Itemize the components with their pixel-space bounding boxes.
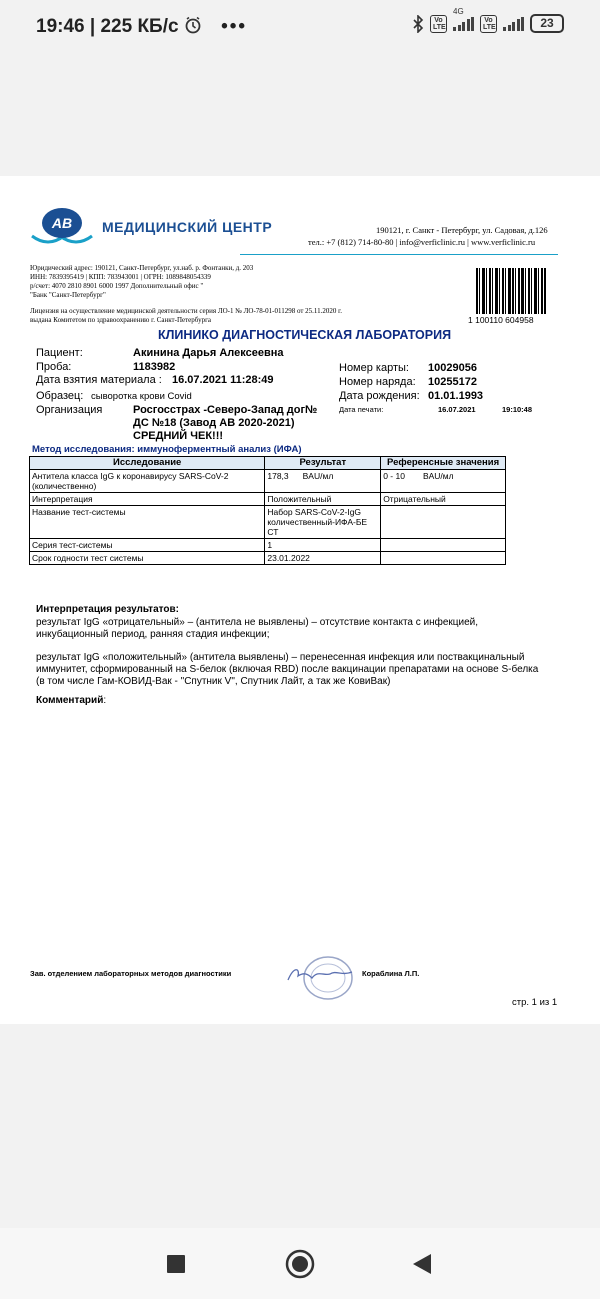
reference-cell: 0 - 10 BAU/мл — [381, 470, 506, 493]
organization-line: СРЕДНИЙ ЧЕК!!! — [133, 430, 224, 442]
head-of-department-title: Зав. отделением лабораторных методов диагностики — [30, 969, 232, 978]
volte-badge: Vo LTE — [430, 15, 447, 33]
reference-cell: Отрицательный — [381, 493, 506, 506]
print-date-label: Дата печати: — [339, 405, 384, 414]
recent-apps-icon[interactable] — [166, 1254, 186, 1274]
header-divider — [240, 254, 558, 255]
interpretation-line: инкубационный период, ранняя стадия инфекции; — [36, 629, 270, 640]
lab-title: КЛИНИКО ДИАГНОСТИЧЕСКАЯ ЛАБОРАТОРИЯ — [158, 328, 452, 342]
status-time-speed: 19:46 | 225 КБ/с ••• — [36, 16, 248, 37]
table-row — [30, 552, 506, 565]
interpretation-line: (в том числе Гам-КОВИД-Вак - "Спутник V", Спутник Лайт, а так же КовиВак) — [36, 676, 391, 687]
reference-cell — [381, 506, 506, 539]
test-name-cell: Срок годности тест системы — [30, 552, 265, 565]
interpretation-line: иммунитет, сформированный на S-белок (включая RBD) после вакцинации препаратами на основе S-белка — [36, 664, 539, 675]
legal-line: "Банк "Санкт-Петербург" — [30, 291, 106, 299]
method-title: Метод исследования: иммуноферментный анализ (ИФА) — [32, 444, 302, 455]
barcode-number: 1 100110 604958 — [468, 315, 534, 325]
test-name-cell: Антитела класса IgG к коронавирусу SARS-CoV-2 (количественно) — [30, 470, 265, 493]
print-time-value: 19:10:48 — [502, 405, 533, 414]
specimen-value: сыворотка крови Covid — [91, 391, 192, 402]
column-header: Исследование — [30, 457, 265, 470]
sample-label: Проба: — [36, 361, 72, 373]
patient-label: Пациент: — [36, 347, 83, 359]
result-cell: 23.01.2022 — [265, 552, 381, 565]
test-name-cell: Название тест-системы — [30, 506, 265, 539]
collection-date-value: 16.07.2021 11:28:49 — [172, 374, 274, 386]
table-header-row — [30, 457, 506, 470]
navigation-bar — [0, 1228, 600, 1299]
interpretation-line: результат IgG «отрицательный» – (антитела не выявлены) – отсутствие контакта с инфекцией, — [36, 617, 479, 628]
column-header: Референсные значения — [381, 457, 506, 470]
signal-icon-2 — [503, 17, 524, 31]
clinic-name: МЕДИЦИНСКИЙ ЦЕНТР — [102, 219, 273, 235]
signature-stamp-icon — [282, 954, 358, 1002]
reference-cell — [381, 552, 506, 565]
page-number: стр. 1 из 1 — [512, 997, 558, 1008]
clinic-contacts: тел.: +7 (812) 714-80-80 | info@verficlinic.ru | www.verficlinic.ru — [308, 237, 536, 247]
legal-line: р/счет: 4070 2810 8901 6000 1997 Дополнительный офис " — [30, 282, 204, 290]
organization-label: Организация — [36, 404, 103, 416]
specimen-label: Образец: — [36, 390, 84, 402]
home-icon[interactable] — [285, 1249, 315, 1279]
head-of-department-name: Кораблина Л.П. — [362, 969, 420, 978]
clinic-address: 190121, г. Санкт - Петербург, ул. Садовая, д.126 — [376, 225, 548, 235]
table-row — [30, 506, 506, 539]
result-cell: Набор SARS-CoV-2-IgG количественный-ИФА-БЕ СТ — [265, 506, 381, 539]
table-row — [30, 470, 506, 493]
result-cell: Положительный — [265, 493, 381, 506]
barcode-icon — [476, 268, 546, 314]
signal-icon: 4G — [453, 17, 474, 31]
birth-date-label: Дата рождения: — [339, 390, 420, 402]
back-icon[interactable] — [412, 1253, 432, 1275]
sample-value: 1183982 — [133, 361, 176, 373]
table-row — [30, 493, 506, 506]
results-table — [29, 456, 506, 565]
status-bar — [0, 0, 600, 58]
comment-label: Комментарий: — [36, 695, 107, 706]
legal-line: ИНН: 7839395419 | КПП: 783943001 | ОГРН: 1089848054339 — [30, 273, 211, 281]
clinic-logo-icon — [30, 206, 94, 246]
test-name-cell: Серия тест-системы — [30, 539, 265, 552]
battery-icon: 23 — [530, 14, 564, 33]
reference-cell — [381, 539, 506, 552]
table-row — [30, 539, 506, 552]
license-line: Лицензия на осуществление медицинской деятельности серия ЛО-1 № ЛО-78-01-011298 от 25.11.2020 г. — [30, 307, 342, 315]
status-indicators — [412, 6, 564, 33]
print-date-value: 16.07.2021 — [438, 405, 476, 414]
column-header: Результат — [265, 457, 381, 470]
lab-report-document — [0, 176, 600, 1024]
interpretation-title: Интерпретация результатов: — [36, 604, 179, 615]
order-label: Номер наряда: — [339, 376, 416, 388]
license-line: выдана Комитетом по здравоохранению г. Санкт-Петербурга — [30, 316, 212, 324]
collection-date-label: Дата взятия материала : — [36, 374, 162, 386]
organization-line: Росгосстрах -Северо-Запад дог№ — [133, 404, 318, 416]
legal-line: Юридический адрес: 190121, Санкт-Петербург, ул.наб. р. Фонтанки, д. 203 — [30, 264, 254, 272]
card-value: 10029056 — [428, 362, 477, 374]
card-label: Номер карты: — [339, 362, 409, 374]
birth-date-value: 01.01.1993 — [428, 390, 484, 402]
order-value: 10255172 — [428, 376, 477, 388]
organization-line: ДС №18 (Завод АВ 2020-2021) — [133, 417, 295, 429]
result-cell: 178,3 BAU/мл — [265, 470, 381, 493]
result-cell: 1 — [265, 539, 381, 552]
bluetooth-icon — [412, 15, 424, 33]
alarm-icon — [184, 16, 202, 34]
patient-name: Акинина Дарья Алексеевна — [133, 347, 284, 359]
test-name-cell: Интерпретация — [30, 493, 265, 506]
volte-badge-2: Vo LTE — [480, 15, 497, 33]
svg-text:АВ: АВ — [51, 215, 73, 231]
interpretation-line: результат IgG «положительный» (антитела выявлены) – перенесенная инфекция или поствакцинальный — [36, 652, 525, 663]
